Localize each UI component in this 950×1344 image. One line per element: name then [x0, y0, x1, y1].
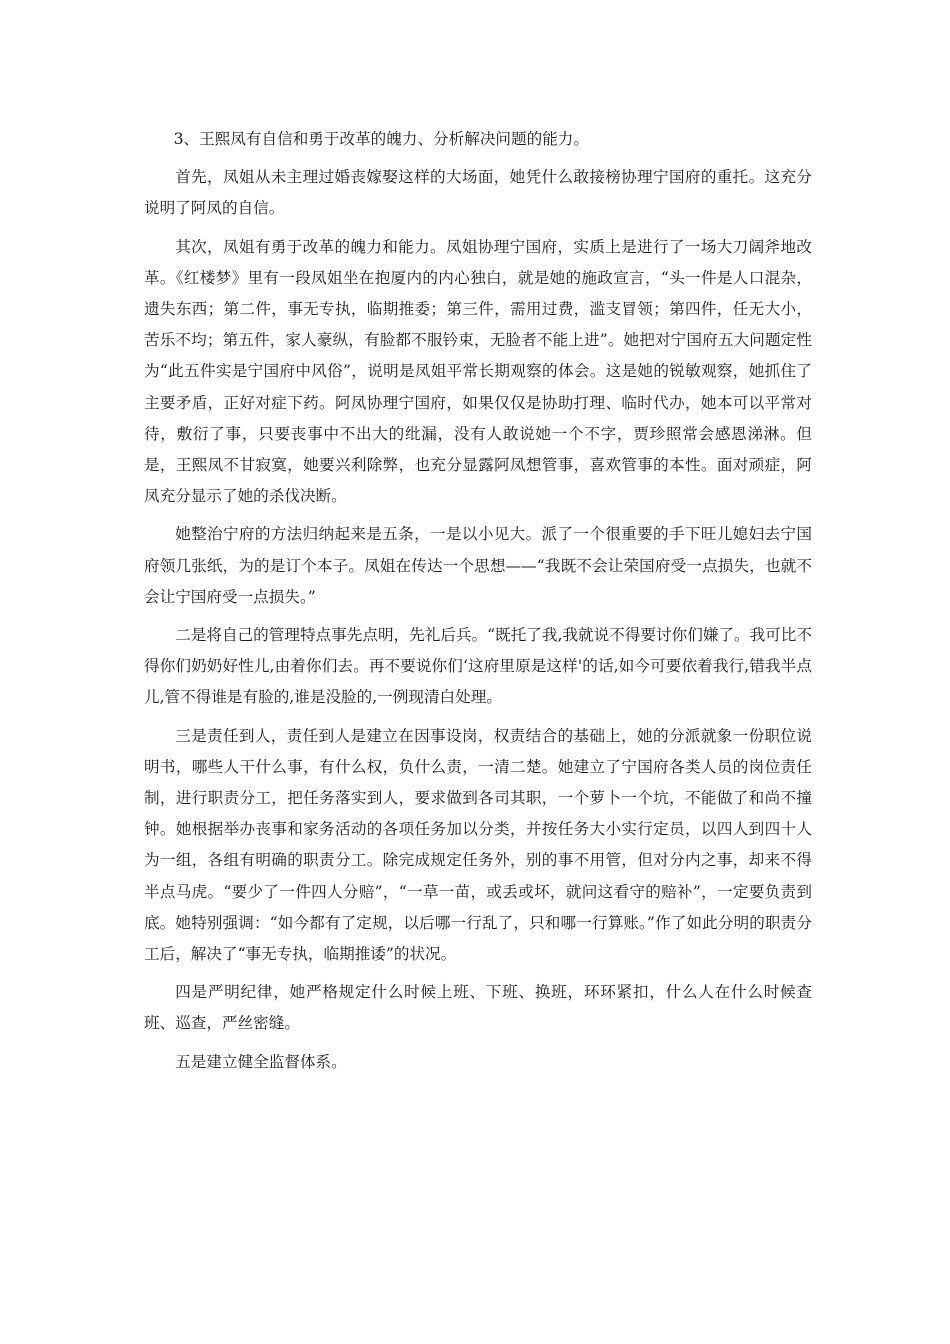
- paragraph-4: 二是将自己的管理特点事先点明，先礼后兵。“既托了我,我就说不得要讨你们嫌了。我可比不得你们奶奶好性儿,由着你们去。再不要说你们‘这府里原是这样'的话,如今可要依着我行,错我半点儿,管不得谁是有脸的,谁是没脸的,一例现清白处理。: [144, 626, 812, 707]
- document-body: [144, 124, 812, 1085]
- paragraph-3: 她整治宁府的方法归纳起来是五条，一是以小见大。派了一个很重要的手下旺儿媳妇去宁国府领几张纸，为的是订个本子。凤姐在传达一个思想——“我既不会让荣国府受一点损失，也就不会让宁国府受一点损失。”: [144, 525, 812, 606]
- paragraph-heading-3: 3、王熙凤有自信和勇于改革的魄力、分析解决问题的能力。: [173, 130, 589, 148]
- paragraph-1: 首先，凤姐从未主理过婚丧嫁娶这样的大场面，她凭什么敢接榜协理宁国府的重托。这充分说明了阿凤的自信。: [144, 168, 812, 218]
- paragraph-6: 四是严明纪律，她严格规定什么时候上班、下班、换班，环环紧扣，什么人在什么时候查班、巡查，严丝密缝。: [144, 983, 812, 1033]
- paragraph-7: 五是建立健全监督体系。: [175, 1052, 347, 1071]
- paragraph-5: 三是责任到人，责任到人是建立在因事设岗，权责结合的基础上，她的分派就象一份职位说明书，哪些人干什么事，有什么权，负什么责，一清二楚。她建立了宁国府各类人员的岗位责任制，进行职责分工，把任务落实到人，要求做到各司其职，一个萝卜一个坑，不能做了和尚不撞钟。她根据举办丧事和家务活动的各项任务加以分类，并按任务大小实行定员，以四人到四十人为一组，各组有明确的职责分工。除完成规定任务外，别的事不用管，但对分内之事，却来不得半点马虎。“要少了一件四人分赔”，“一草一苗，或丢或坏，就问这看守的赔补”，一定要负责到底。她特别强调：“如今都有了定规，以后哪一行乱了，只和哪一行算账。”作了如此分明的职责分工后，解决了“事无专执，临期推诿”的状况。: [144, 726, 812, 964]
- paragraph-2: 其次，凤姐有勇于改革的魄力和能力。凤姐协理宁国府，实质上是进行了一场大刀阔斧地改革。《红楼梦》里有一段凤姐坐在抱厦内的内心独白，就是她的施政宣言，“头一件是人口混杂，遗失东西；第二件，事无专执，临期推委；第三件，需用过费，滥支冒领；第四件，任无大小，苦乐不均；第五件，家人豪纵，有脸都不服钤束，无脸者不能上进”。她把对宁国府五大问题定性为“此五件实是宁国府中风俗”，说明是凤姐平常长期观察的体会。这是她的锐敏观察，她抓住了主要矛盾，正好对症下药。阿凤协理宁国府，如果仅仅是协助打理、临时代办，她本可以平常对待，敷衍了事，只要丧事中不出大的纰漏，没有人敢说她一个不字，贾珍照常会感恩涕淋。但是，王熙凤不甘寂寞，她要兴利除弊，也充分显露阿凤想管事，喜欢管事的本性。面对顽症，阿凤充分显示了她的杀伐决断。: [144, 237, 812, 506]
